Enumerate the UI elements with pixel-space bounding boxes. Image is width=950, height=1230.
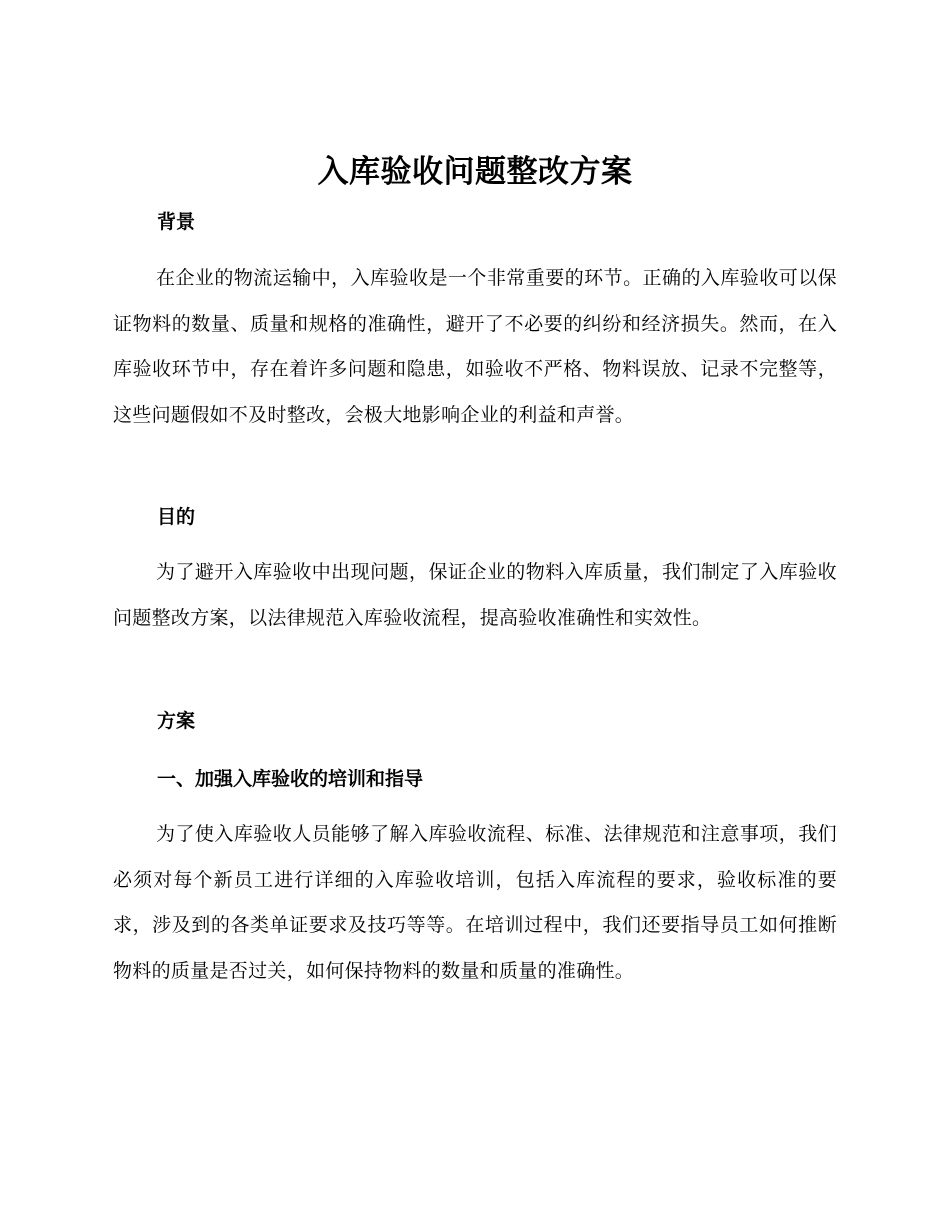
section-heading-plan: 方案 xyxy=(157,710,196,732)
section-heading-training: 一、加强入库验收的培训和指导 xyxy=(157,768,424,790)
section-paragraph-training: 为了使入库验收人员能够了解入库验收流程、标准、法律规范和注意事项，我们必须对每个新员工进行详细的入库验收培训，包括入库流程的要求，验收标准的要求，涉及到的各类单证要求及技巧等等。在培训过程中，我们还要指导员工如何推断物料的质量是否过关，如何保持物料的数量和质量的准确性。 xyxy=(113,823,837,982)
section-heading-background: 背景 xyxy=(157,211,196,233)
section-heading-purpose: 目的 xyxy=(157,506,196,528)
section-paragraph-purpose: 为了避开入库验收中出现问题，保证企业的物料入库质量，我们制定了入库验收问题整改方案，以法律规范入库验收流程，提高验收准确性和实效性。 xyxy=(113,561,837,629)
document-title: 入库验收问题整改方案 xyxy=(317,154,633,190)
section-paragraph-background: 在企业的物流运输中，入库验收是一个非常重要的环节。正确的入库验收可以保证物料的数量、质量和规格的准确性，避开了不必要的纠纷和经济损失。然而，在入库验收环节中，存在着许多问题和隐患，如验收不严格、物料误放、记录不完整等，这些问题假如不及时整改，会极大地影响企业的利益和声誉。 xyxy=(113,267,837,426)
